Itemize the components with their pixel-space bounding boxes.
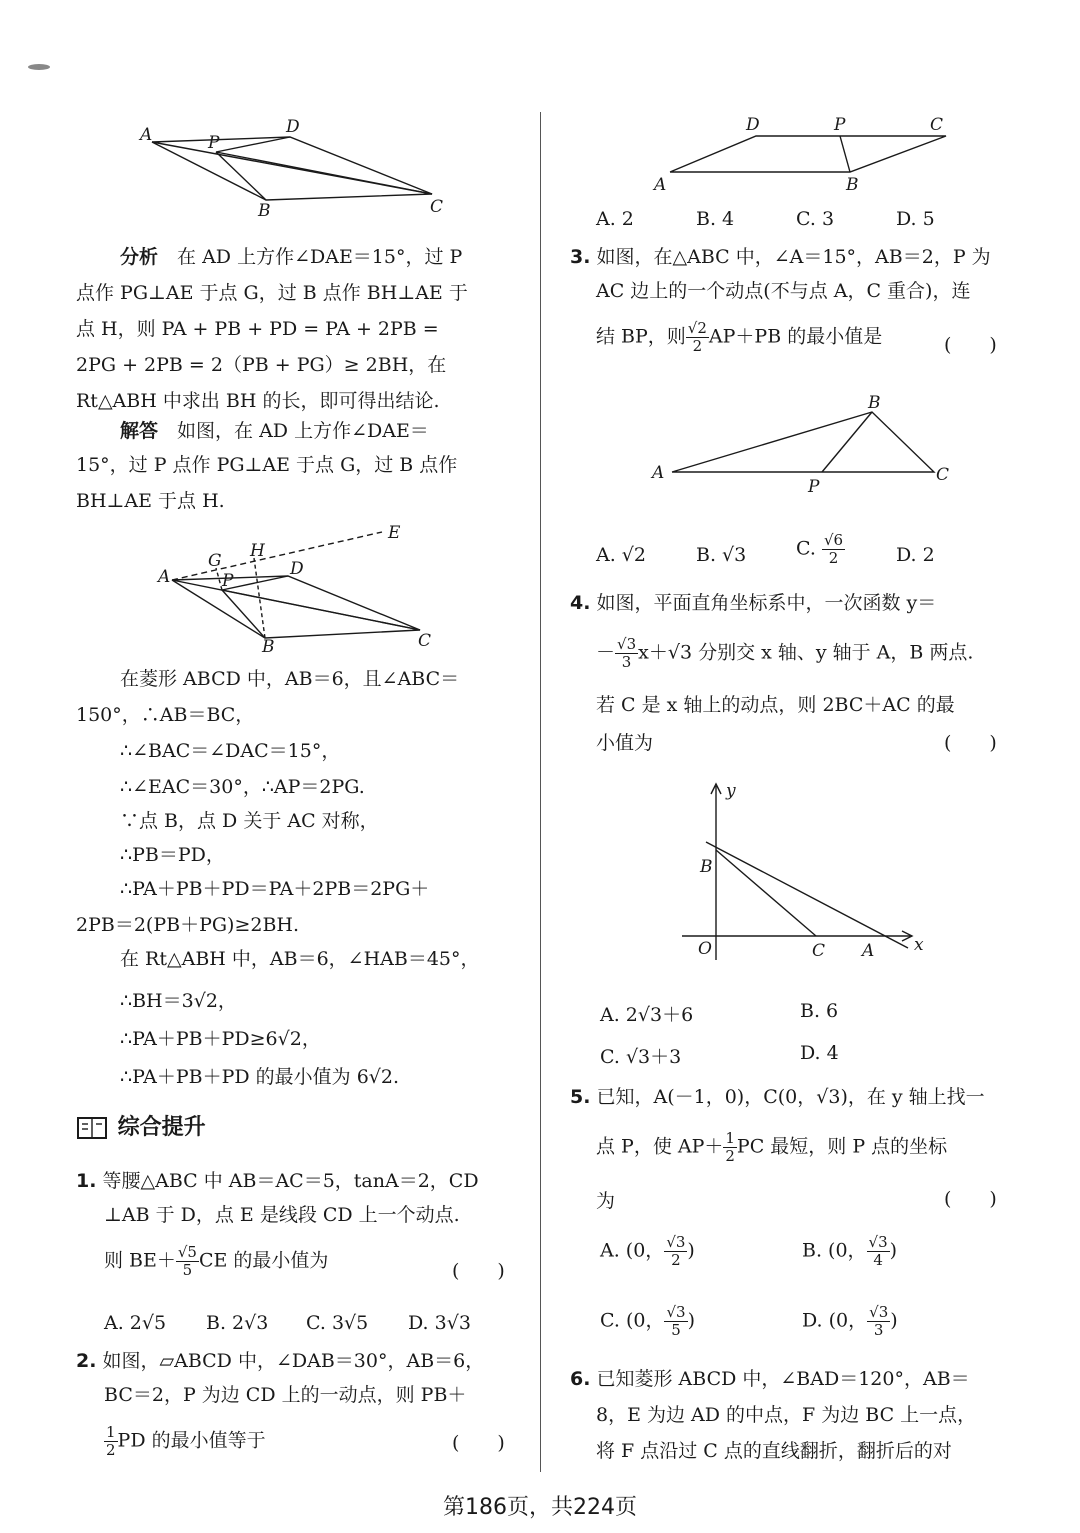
figure-coordinate-plane [676,778,936,968]
q4-frac-den: 3 [621,653,632,671]
answer-line: 如图，在 AD 上方作∠DAE＝ [177,420,429,442]
q3-frac-num: √2 [687,319,707,337]
q5-line3: 为 [596,1190,616,1212]
fig4-label-B: B [868,393,881,413]
figure-rhombus-2 [150,520,450,655]
q5-opt-a-frac [664,1234,687,1269]
figure-triangle [648,392,958,496]
proof-line: 在菱形 ABCD 中，AB＝6，且∠ABC＝ [120,668,460,690]
proof-line: ∴∠BAC＝∠DAC＝15°， [120,740,341,762]
q5-opt-c-pre: C. (0， [600,1309,665,1332]
book-icon [76,1115,110,1141]
proof-line: ∴BH＝3√2， [120,990,237,1012]
q5-opt-d-frac [867,1304,890,1339]
q6-line: 将 F 点沿过 C 点的直线翻折，翻折后的对 [596,1440,952,1462]
fig5-label-y: y [726,781,736,801]
answer-line: 15°，过 P 点作 PG⊥AE 于点 G，过 B 点作 [76,454,458,476]
q1-line: ⊥AB 于 D，点 E 是线段 CD 上一个动点. [104,1204,460,1226]
q3-line3-post: AP＋PB 的最小值是 [708,325,883,348]
q5-opt-c-den: 5 [671,1321,681,1339]
q5-option-a[interactable] [600,1234,695,1269]
q4-option-c[interactable]: C. √3＋3 [600,1046,682,1068]
q5-opt-d-num: √3 [869,1303,889,1321]
q5-fraction [723,1130,737,1165]
q5-opt-d-post: ) [890,1309,898,1332]
q5-line2-pre: 点 P，使 AP＋ [596,1135,724,1158]
proof-line: 在 Rt△ABH 中，AB＝6，∠HAB＝45°， [120,948,480,970]
q1-paren: ( ) [452,1260,505,1282]
q2-line3-post: PD 的最小值等于 [117,1429,266,1452]
q1-option-c[interactable]: C. 3√5 [306,1312,369,1334]
fig5-label-x: x [914,935,924,955]
q1-number: 1. [76,1170,97,1192]
fig1-label-P: P [208,133,220,153]
q3-line: 如图，在△ABC 中，∠A＝15°，AB＝2，P 为 [596,246,991,268]
q5-opt-d-pre: D. (0， [802,1309,868,1332]
q5-option-b[interactable] [802,1234,897,1269]
q4-paren: ( ) [944,732,997,754]
answer-line: BH⊥AE 于点 H. [76,490,225,512]
q3-option-c[interactable] [796,532,845,567]
analysis-line: 2PG + 2PB = 2（PB + PG）≥ 2BH，在 [76,354,447,376]
analysis-label: 分析 [120,246,159,268]
q1-option-a[interactable]: A. 2√5 [104,1312,167,1334]
q3-option-c-label: C. [796,537,816,560]
q4-frac-num: √3 [617,635,637,653]
fig4-label-A: A [652,463,665,483]
q5-frac-num: 1 [725,1129,735,1147]
q2-option-c[interactable]: C. 3 [796,208,835,230]
answer-label: 解答 [120,420,159,442]
q2-paren: ( ) [452,1432,505,1454]
analysis-line: 点 H，则 PA + PB + PD = PA + 2PB = [76,318,439,340]
q5-option-c[interactable] [600,1304,695,1339]
q4-option-b[interactable]: B. 6 [800,1000,839,1022]
fig4-label-C: C [936,465,950,485]
q1-line: 等腰△ABC 中 AB＝AC＝5，tanA＝2，CD [102,1170,479,1192]
proof-line: ∴∠EAC＝30°，∴AP＝2PG. [120,776,365,798]
q5-opt-c-post: ) [687,1309,695,1332]
q2-option-b[interactable]: B. 4 [696,208,735,230]
q5-opt-a-den: 2 [671,1251,681,1269]
fig4-label-P: P [808,477,820,496]
q1-option-b[interactable]: B. 2√3 [206,1312,269,1334]
section-title: 综合提升 [117,1115,206,1140]
q1-frac-den: 5 [182,1261,193,1279]
proof-line: ∵点 B，点 D 关于 AC 对称， [120,810,379,832]
fig2-label-A: A [158,567,171,587]
q5-opt-b-post: ) [889,1239,898,1262]
q5-opt-c-frac [664,1304,687,1339]
q2-line: BC＝2，P 为边 CD 上的一动点，则 PB＋ [104,1384,467,1406]
q4-line2-pre: － [596,641,616,664]
fig1-label-A: A [140,125,153,145]
fig3-label-P: P [834,115,846,135]
q2-frac-den: 2 [106,1441,116,1459]
q5-opt-a-pre: A. (0， [600,1239,665,1262]
q5-line1: 已知，A(－1，0)，C(0，√3)，在 y 轴上找一 [596,1086,985,1108]
q4-line2-post: x＋√3 分别交 x 轴、y 轴于 A，B 两点. [638,641,974,664]
fig5-label-C: C [812,941,826,961]
fig2-label-B: B [262,637,275,655]
proof-line: 150°，∴AB＝BC， [76,704,255,726]
q3-option-a[interactable]: A. √2 [596,544,646,566]
scan-mark [28,64,50,70]
fig3-label-B: B [846,175,859,195]
figure-parallelogram [650,112,960,197]
q6-line: 8，E 为边 AD 的中点，F 为边 BC 上一点， [596,1404,977,1426]
q3-frac-den: 2 [692,337,703,355]
fig3-label-A: A [654,175,667,195]
fig5-label-O: O [698,939,712,959]
proof-line: 2PB＝2(PB＋PG)≥2BH. [76,914,300,936]
q5-opt-b-num: √3 [868,1233,888,1251]
fig2-label-H: H [250,541,265,561]
column-divider [540,112,541,1472]
q2-fraction [104,1424,118,1459]
q2-frac-num: 1 [106,1423,116,1441]
q4-line3: 若 C 是 x 轴上的动点，则 2BC＋AC 的最 [596,694,955,716]
q3-paren: ( ) [944,334,997,356]
q5-opt-a-num: √3 [666,1233,686,1251]
q1-frac-num: √5 [177,1243,197,1261]
q3-option-b[interactable]: B. √3 [696,544,747,566]
q1-option-d[interactable]: D. 3√3 [408,1312,471,1334]
q4-option-d[interactable]: D. 4 [800,1042,839,1064]
fig3-label-C: C [930,115,944,135]
fig2-label-G: G [208,551,222,571]
q2-line: 如图，▱ABCD 中，∠DAB＝30°，AB＝6， [102,1350,485,1372]
q3-option-c-fraction [822,532,845,567]
proof-line: ∴PA＋PB＋PD 的最小值为 6√2. [120,1066,400,1088]
q3-fraction [686,320,709,355]
section-heading [76,1110,206,1141]
q4-line4: 小值为 [596,732,654,754]
proof-line: ∴PA＋PB＋PD≥6√2， [120,1028,321,1050]
q5-opt-a-post: ) [687,1239,695,1262]
q6-number: 6. [570,1368,591,1390]
q2-number: 2. [76,1350,97,1372]
page-footer: 第186页，共224页 [443,1495,637,1520]
q1-fraction [176,1244,199,1279]
q5-opt-b-frac [867,1234,890,1269]
q5-opt-b-den: 4 [873,1251,883,1269]
q4-fraction [615,636,638,671]
q3-optc-num: √6 [823,531,844,549]
q3-optc-den: 2 [828,549,839,567]
q1-line3-pre: 则 BE＋ [104,1249,176,1272]
q5-number: 5. [570,1086,591,1108]
q5-frac-den: 2 [725,1147,735,1165]
q5-opt-b-pre: B. (0， [802,1239,867,1262]
q2-option-a[interactable]: A. 2 [596,208,634,230]
fig1-label-B: B [258,201,271,221]
fig5-label-A: A [862,941,875,961]
fig5-label-B: B [700,857,713,877]
q5-line2-post: PC 最短，则 P 点的坐标 [736,1135,948,1158]
q4-line1: 如图，平面直角坐标系中，一次函数 y＝ [596,592,937,614]
q4-option-a[interactable]: A. 2√3＋6 [600,1004,694,1026]
proof-line: ∴PA＋PB＋PD＝PA＋2PB＝2PG＋ [120,878,430,900]
q3-line: AC 边上的一个动点(不与点 A，C 重合)，连 [596,280,971,302]
q5-option-d[interactable] [802,1304,898,1339]
fig2-label-D: D [290,559,304,579]
analysis-line: Rt△ABH 中求出 BH 的长，即可得出结论. [76,390,440,412]
q2-option-d[interactable]: D. 5 [896,208,935,230]
fig1-label-D: D [286,117,300,137]
fig2-label-C: C [418,631,432,651]
analysis-line: 点作 PG⊥AE 于点 G，过 B 点作 BH⊥AE 于 [76,282,468,304]
q3-line3-pre: 结 BP，则 [596,325,686,348]
q5-paren: ( ) [944,1188,997,1210]
q5-opt-c-num: √3 [666,1303,686,1321]
analysis-line: 在 AD 上方作∠DAE＝15°，过 P [177,246,463,268]
proof-line: ∴PB＝PD， [120,844,225,866]
q1-line3-post: CE 的最小值为 [198,1249,329,1272]
q3-number: 3. [570,246,591,268]
figure-rhombus-1 [130,112,460,222]
fig2-label-P: P [222,571,234,591]
fig2-label-E: E [388,523,401,543]
q5-opt-d-den: 3 [873,1321,884,1339]
q3-option-d[interactable]: D. 2 [896,544,935,566]
q6-line: 已知菱形 ABCD 中，∠BAD＝120°，AB＝ [596,1368,970,1390]
fig1-label-C: C [430,197,444,217]
fig3-label-D: D [746,115,760,135]
q4-number: 4. [570,592,591,614]
